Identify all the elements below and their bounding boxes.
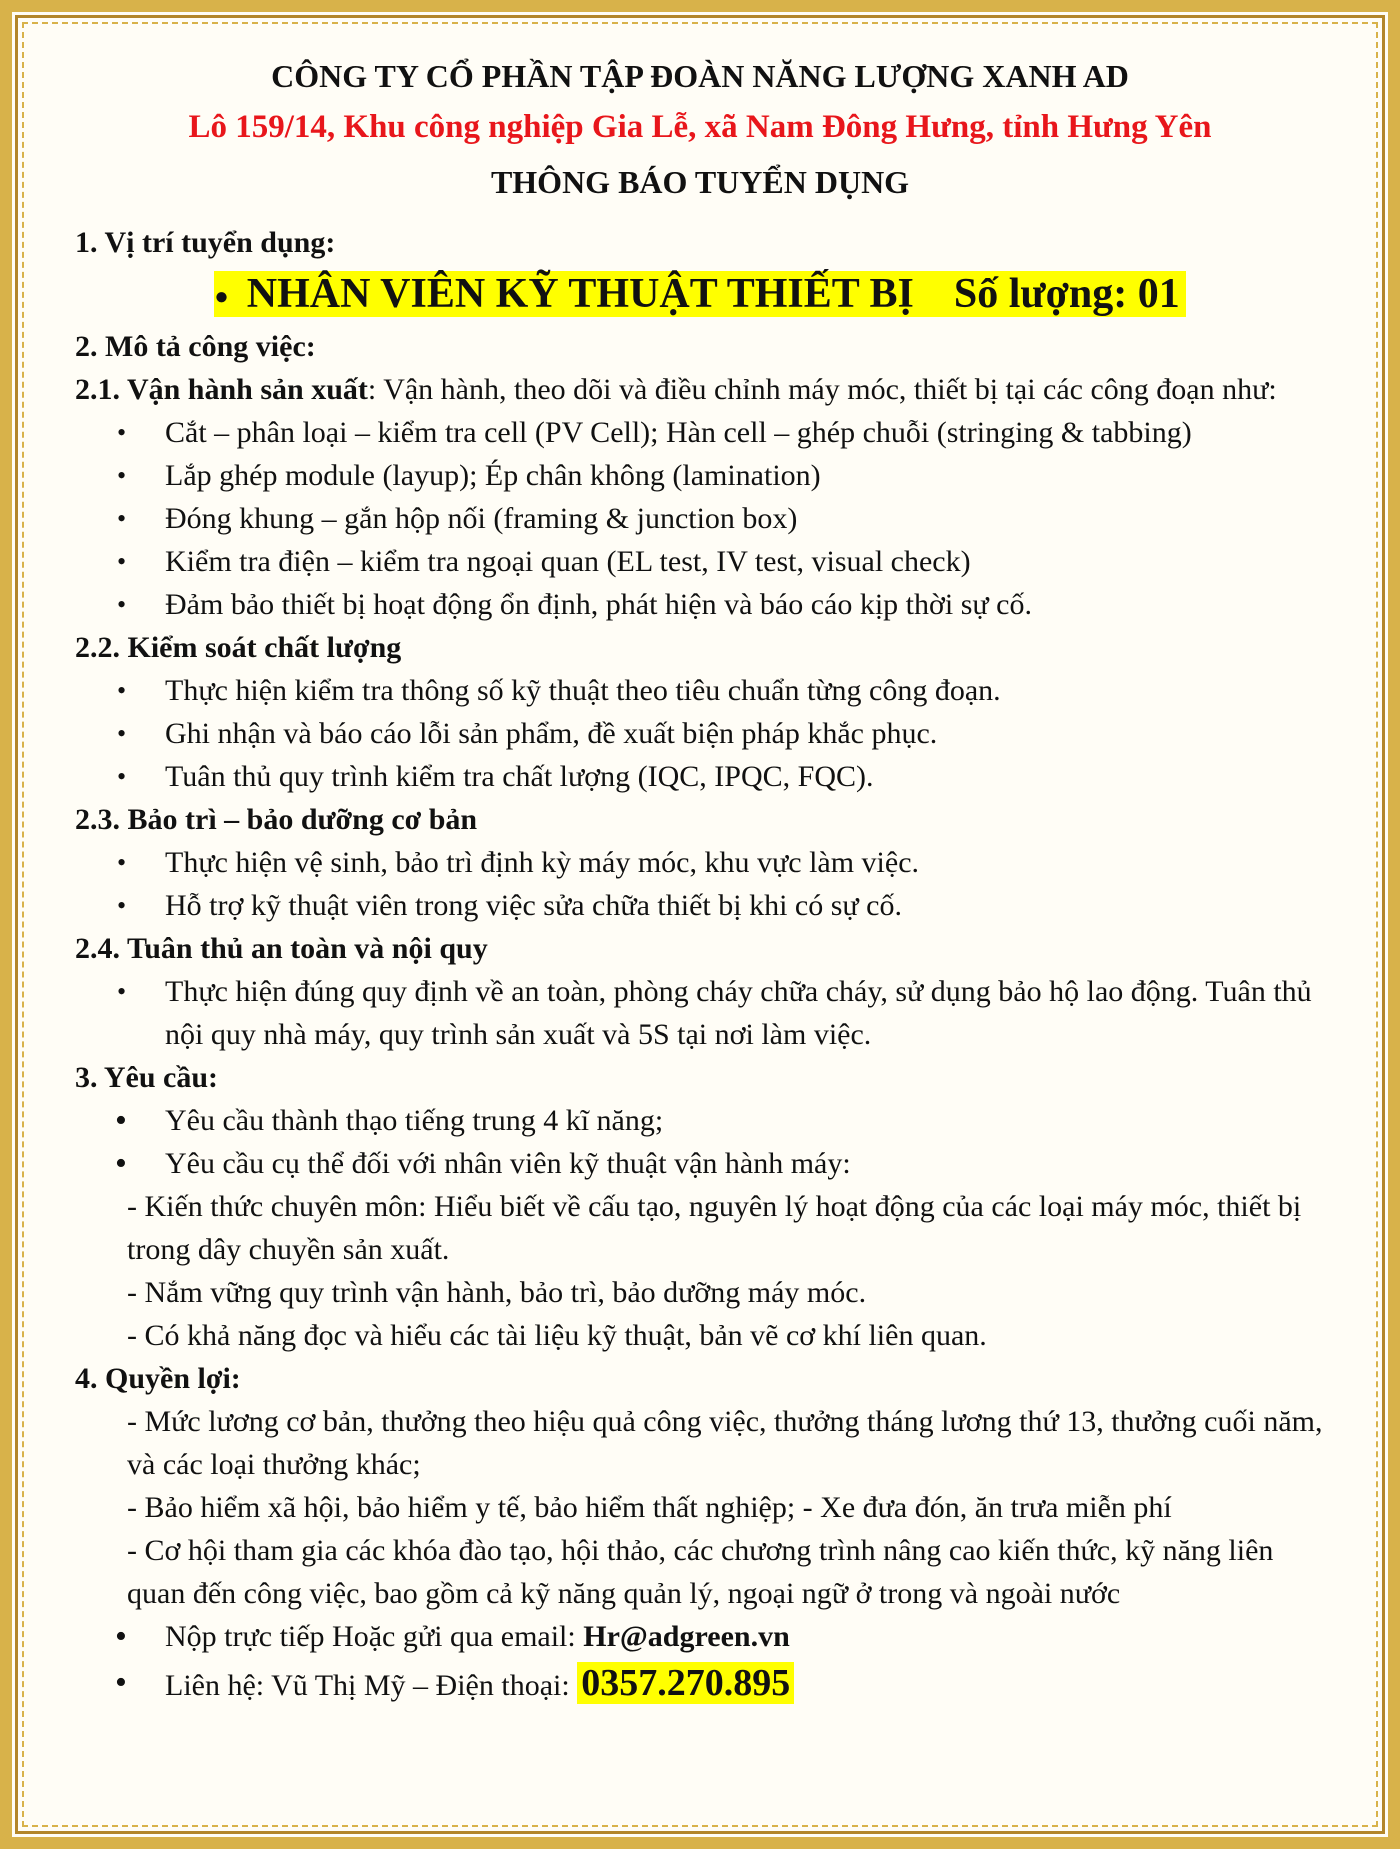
list-item: • Yêu cầu thành thạo tiếng trung 4 kĩ năng; — [75, 1099, 1325, 1142]
list-item: • Đảm bảo thiết bị hoạt động ổn định, phát hiện và báo cáo kịp thời sự cố. — [75, 583, 1325, 626]
requirement-detail: - Kiến thức chuyên môn: Hiểu biết về cấu tạo, nguyên lý hoạt động của các loại máy móc, thiết bị trong dây chuyền sản xuất. — [127, 1190, 1302, 1267]
apply-label: Nộp trực tiếp Hoặc gửi qua email: — [165, 1620, 576, 1654]
requirement-detail: - Nắm vững quy trình vận hành, bảo trì, bảo dưỡng máy móc. — [127, 1276, 867, 1310]
company-address: Lô 159/14, Khu công nghiệp Gia Lễ, xã Nam Đông Hưng, tỉnh Hưng Yên — [188, 109, 1212, 145]
benefit-detail: - Cơ hội tham gia các khóa đào tạo, hội thảo, các chương trình nâng cao kiến thức, kỹ năng liên quan đến công việc, bao gồm cả kỹ năng quản lý, ngoại ngữ ở trong và ngoài nước — [127, 1534, 1274, 1611]
list-item: • Yêu cầu cụ thể đối với nhân viên kỹ thuật vận hành máy: — [75, 1142, 1325, 1185]
requirement-detail: - Có khả năng đọc và hiểu các tài liệu kỹ thuật, bản vẽ cơ khí liên quan. — [127, 1319, 987, 1353]
section-requirements-heading: 3. Yêu cầu: — [75, 1061, 219, 1095]
requirements-list — [75, 1099, 1325, 1185]
list-item: • Hỗ trợ kỹ thuật viên trong việc sửa chữa thiết bị khi có sự cố. — [75, 884, 1325, 927]
list-item: • Kiểm tra điện – kiểm tra ngoại quan (EL test, IV test, visual check) — [75, 540, 1325, 583]
apply-item — [75, 1615, 1325, 1658]
list-item: • Tuân thủ quy trình kiểm tra chất lượng (IQC, IPQC, FQC). — [75, 755, 1325, 798]
subsection-quality-title: 2.2. Kiểm soát chất lượng — [75, 631, 402, 665]
position-quantity: Số lượng: 01 — [953, 271, 1180, 317]
benefit-detail: - Mức lương cơ bản, thưởng theo hiệu quả công việc, thưởng tháng lương thứ 13, thưởng cuối năm, và các loại thưởng khác; — [127, 1405, 1323, 1482]
section-description-heading: 2. Mô tả công việc: — [75, 330, 316, 364]
subsection-safety-title: 2.4. Tuân thủ an toàn và nội quy — [75, 932, 488, 966]
subsection-operation — [75, 368, 1325, 411]
bullet-icon: ● — [214, 284, 229, 311]
section-position-heading: 1. Vị trí tuyển dụng: — [75, 226, 336, 259]
list-item: • Thực hiện vệ sinh, bảo trì định kỳ máy móc, khu vực làm việc. — [75, 841, 1325, 884]
email-address[interactable]: Hr@adgreen.vn — [583, 1620, 790, 1654]
list-item: • Lắp ghép module (layup); Ép chân không (lamination) — [75, 454, 1325, 497]
position-name: NHÂN VIÊN KỸ THUẬT THIẾT BỊ — [246, 271, 914, 317]
safety-list — [75, 970, 1325, 1056]
quality-list — [75, 669, 1325, 798]
maintenance-list — [75, 841, 1325, 927]
operation-list — [75, 411, 1325, 626]
list-item: • Ghi nhận và báo cáo lỗi sản phẩm, đề xuất biện pháp khắc phục. — [75, 712, 1325, 755]
contact-label: Liên hệ: Vũ Thị Mỹ – Điện thoại: — [165, 1669, 570, 1703]
contact-item — [75, 1658, 1325, 1711]
subsection-maintenance-title: 2.3. Bảo trì – bảo dưỡng cơ bản — [75, 803, 478, 837]
list-item: • Cắt – phân loại – kiểm tra cell (PV Cell); Hàn cell – ghép chuỗi (stringing & tabbing) — [75, 411, 1325, 454]
list-item: • Thực hiện kiểm tra thông số kỹ thuật theo tiêu chuẩn từng công đoạn. — [75, 669, 1325, 712]
phone-number[interactable]: 0357.270.895 — [577, 1662, 794, 1704]
company-name: CÔNG TY CỔ PHẦN TẬP ĐOÀN NĂNG LƯỢNG XANH AD — [271, 58, 1129, 94]
position-line — [75, 266, 1325, 325]
section-benefits-heading: 4. Quyền lợi: — [75, 1362, 241, 1396]
subsection-title: 2.1. Vận hành sản xuất — [75, 373, 368, 407]
list-item: • Đóng khung – gắn hộp nối (framing & junction box) — [75, 497, 1325, 540]
benefit-detail: - Bảo hiểm xã hội, bảo hiểm y tế, bảo hiểm thất nghiệp; - Xe đưa đón, ăn trưa miễn phí — [127, 1491, 1172, 1525]
recruitment-notice — [75, 40, 1325, 1711]
notice-title: THÔNG BÁO TUYỂN DỤNG — [490, 164, 910, 200]
contact-list — [75, 1615, 1325, 1711]
subsection-text: : Vận hành, theo dõi và điều chỉnh máy móc, thiết bị tại các công đoạn như: — [367, 373, 1277, 407]
position-highlight — [214, 271, 1186, 317]
list-item: • Thực hiện đúng quy định về an toàn, phòng cháy chữa cháy, sử dụng bảo hộ lao động. Tuân thủ nội quy nhà máy, quy trình sản xuất và 5S tại nơi làm việc. — [75, 970, 1325, 1056]
